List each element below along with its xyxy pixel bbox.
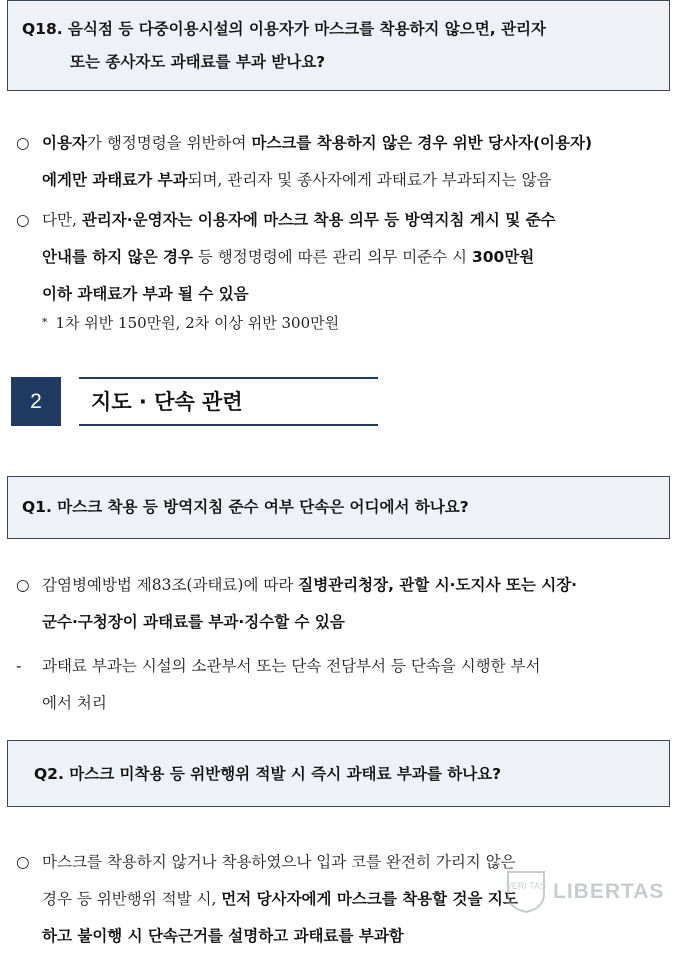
text-bold: 하고 불이행 시 단속근거를 설명하고 과태료를 부과함 — [42, 927, 404, 945]
shield-icon — [505, 868, 547, 914]
text: 경우 등 위반행위 적발 시, — [42, 890, 222, 908]
text: 되며, 관리자 및 종사자에게 과태료가 부과되지는 않음 — [187, 171, 552, 189]
circle-bullet-icon: ○ — [16, 134, 30, 152]
footnote — [42, 310, 339, 336]
text-bold: 마스크를 착용하지 않은 경우 위반 당사자 — [251, 134, 533, 152]
text: 가 행정명령을 위반하여 — [86, 134, 252, 152]
text-bold: 에게만 과태료가 부과 — [42, 171, 188, 189]
text: 감염병예방법 제83조(과태료)에 따라 — [42, 576, 299, 594]
answer-q1-paragraph-1 — [16, 567, 672, 641]
dash-bullet-icon: - — [16, 657, 22, 675]
watermark-logo — [505, 868, 665, 914]
answer-q18-paragraph-1 — [16, 125, 672, 199]
text: 과태료 부과는 시설의 소관부서 또는 단속 전담부서 등 단속을 시행한 부서 — [42, 657, 541, 675]
text-bold: 300만원 — [471, 248, 535, 266]
answer-q1-paragraph-2 — [16, 648, 672, 722]
section-title-box — [79, 377, 378, 426]
text-bold: (이용자) — [532, 134, 593, 152]
watermark-text: LIBERTAS — [553, 880, 665, 903]
section-number-badge: 2 — [11, 377, 61, 426]
text: 마스크를 착용하지 않거나 착용하였으나 입과 코를 완전히 가리지 않은 — [42, 853, 516, 871]
text-bold: 관리자·운영자는 이용자에 마스크 착용 의무 등 방역지침 게시 및 준수 — [81, 211, 556, 229]
footnote-text: 1차 위반 150만원, 2차 이상 위반 300만원 — [55, 314, 340, 332]
asterisk-icon: * — [42, 316, 48, 329]
answer-q18-paragraph-2 — [16, 202, 672, 313]
text-bold: 이용자 — [42, 134, 87, 152]
question-box-q2 — [7, 740, 670, 807]
circle-bullet-icon: ○ — [16, 576, 30, 594]
watermark-mark: VERI TAS — [505, 881, 547, 891]
question-box-q18 — [7, 0, 670, 91]
question-q18-line1: Q18. 음식점 등 다중이용시설의 이용자가 마스크를 착용하지 않으면, 관리자 — [22, 20, 546, 38]
question-q2-text: Q2. 마스크 미착용 등 위반행위 적발 시 즉시 과태료 부과를 하나요? — [34, 765, 502, 783]
question-q1-text: Q1. 마스크 착용 등 방역지침 준수 여부 단속은 어디에서 하나요? — [22, 498, 469, 516]
text-bold: 군수·구청장이 과태료를 부과·징수할 수 있음 — [42, 613, 345, 631]
circle-bullet-icon: ○ — [16, 211, 30, 229]
text: 다만, — [42, 211, 82, 229]
text-bold: 안내를 하지 않은 경우 — [42, 248, 193, 266]
section-title: 지도 · 단속 관련 — [91, 390, 243, 414]
text: 등 행정명령에 따른 관리 의무 미준수 시 — [192, 248, 472, 266]
text: 에서 처리 — [42, 694, 107, 712]
text-bold: 이하 과태료가 부과 될 수 있음 — [42, 285, 249, 303]
question-box-q1 — [7, 476, 670, 539]
text-bold: 먼저 당사자에게 마스크를 착용할 것을 지도 — [221, 890, 518, 908]
text-bold: 질병관리청장, 관할 시·도지사 또는 시장· — [298, 576, 578, 594]
question-q18-line2: 또는 종사자도 과태료를 부과 받나요? — [70, 53, 326, 71]
circle-bullet-icon: ○ — [16, 853, 30, 871]
